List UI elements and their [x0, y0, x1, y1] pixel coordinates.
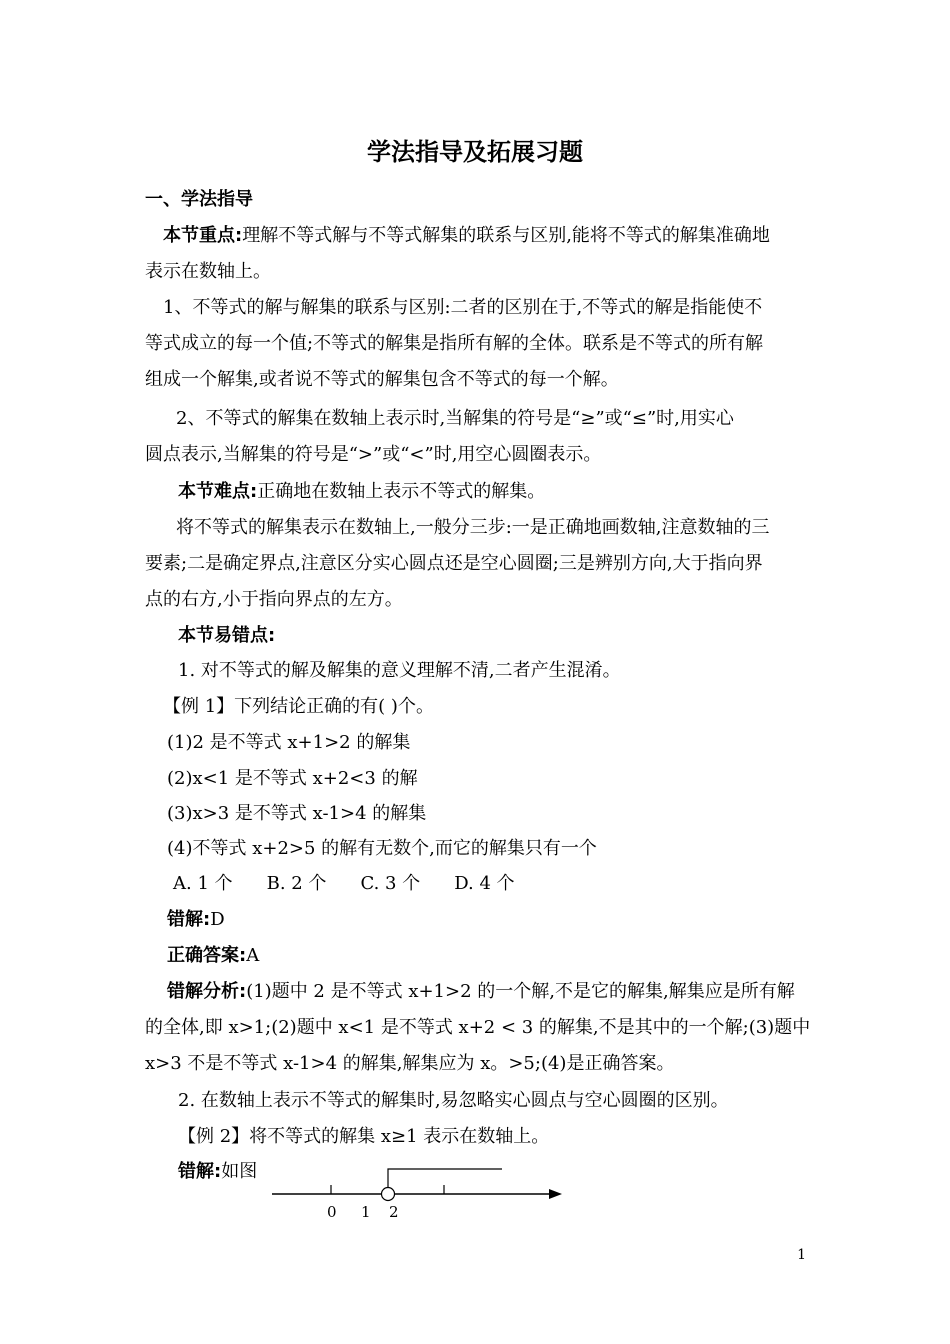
section-heading: 一、学法指导	[145, 189, 253, 210]
example-1-statement-1: (1)2 是不等式 x+1>2 的解集	[167, 732, 411, 753]
example-2-heading: 【例 2】将不等式的解集 x≥1 表示在数轴上。	[178, 1126, 550, 1147]
option-b: B. 2 个	[266, 873, 327, 894]
open-circle-endpoint	[382, 1188, 395, 1201]
example-1-statement-4: (4)不等式 x+2>5 的解有无数个,而它的解集只有一个	[167, 838, 597, 859]
example-2-wrong-text: 如图	[221, 1161, 258, 1182]
difficult-label: 本节难点:	[178, 481, 258, 502]
example-1-wrong-answer	[167, 908, 225, 932]
pitfall-label: 本节易错点:	[178, 625, 276, 646]
analysis-label: 错解分析:	[167, 981, 247, 1002]
example-1-statement-3: (3)x>3 是不等式 x-1>4 的解集	[167, 803, 427, 824]
tick-label-2: 2	[389, 1203, 399, 1221]
page-number: 1	[797, 1247, 806, 1263]
key-point-line-1	[163, 224, 770, 248]
correct-answer-label: 正确答案:	[167, 945, 247, 966]
key-point-line-2: 表示在数轴上。	[145, 261, 271, 282]
example-1-correct-answer	[167, 944, 259, 968]
paragraph-3-line-1: 将不等式的解集表示在数轴上,一般分三步:一是正确地画数轴,注意数轴的三	[176, 517, 770, 538]
pitfall-item-1: 1. 对不等式的解及解集的意义理解不清,二者产生混淆。	[178, 660, 621, 681]
correct-answer-value: A	[246, 945, 260, 966]
tick-label-1: 1	[361, 1203, 371, 1221]
option-a: A. 1 个	[173, 873, 233, 894]
tick-label-0: 0	[327, 1203, 337, 1221]
paragraph-1-line-3: 组成一个解集,或者说不等式的解集包含不等式的每一个解。	[145, 369, 619, 390]
analysis-line-2: 的全体,即 x>1;(2)题中 x<1 是不等式 x+2 < 3 的解集,不是其中的一个解;(3)题中	[145, 1017, 811, 1038]
paragraph-1-line-2: 等式成立的每一个值;不等式的解集是指所有解的全体。联系是不等式的所有解	[145, 333, 764, 354]
number-line-arrow	[549, 1189, 562, 1199]
pitfall-item-2: 2. 在数轴上表示不等式的解集时,易忽略实心圆点与空心圆圈的区别。	[178, 1090, 729, 1111]
paragraph-1-line-1: 1、不等式的解与解集的联系与区别:二者的区别在于,不等式的解是指能使不	[163, 297, 763, 318]
example-1-options	[173, 872, 549, 896]
example-2-wrong-label: 错解:	[178, 1161, 222, 1182]
example-1-heading: 【例 1】下列结论正确的有( )个。	[163, 696, 434, 717]
analysis-line-1	[167, 980, 795, 1004]
difficult-point	[178, 480, 545, 504]
option-c: C. 3 个	[360, 873, 421, 894]
option-d: D. 4 个	[454, 873, 515, 894]
key-point-label: 本节重点:	[163, 225, 243, 246]
number-line-figure	[265, 1162, 575, 1224]
difficult-text: 正确地在数轴上表示不等式的解集。	[257, 481, 546, 502]
wrong-answer-value: D	[210, 909, 225, 930]
paragraph-3-line-3: 点的右方,小于指向界点的左方。	[145, 589, 403, 610]
analysis-line-3: x>3 不是不等式 x-1>4 的解集,解集应为 x。>5;(4)是正确答案。	[145, 1053, 675, 1074]
key-point-text: 理解不等式解与不等式解集的联系与区别,能将不等式的解集准确地	[242, 225, 770, 246]
paragraph-3-line-2: 要素;二是确定界点,注意区分实心圆点还是空心圆圈;三是辨别方向,大于指向界	[145, 553, 763, 574]
analysis-text-1: (1)题中 2 是不等式 x+1>2 的一个解,不是它的解集,解集应是所有解	[246, 981, 795, 1002]
example-1-statement-2: (2)x<1 是不等式 x+2<3 的解	[167, 768, 418, 789]
page-title: 学法指导及拓展习题	[367, 138, 583, 166]
wrong-answer-label: 错解:	[167, 909, 211, 930]
solution-ray	[388, 1169, 502, 1194]
example-2-wrong-answer	[178, 1160, 257, 1184]
paragraph-2-line-2: 圆点表示,当解集的符号是“>”或“<”时,用空心圆圈表示。	[145, 444, 602, 465]
paragraph-2-line-1: 2、不等式的解集在数轴上表示时,当解集的符号是“≥”或“≤”时,用实心	[176, 408, 734, 429]
